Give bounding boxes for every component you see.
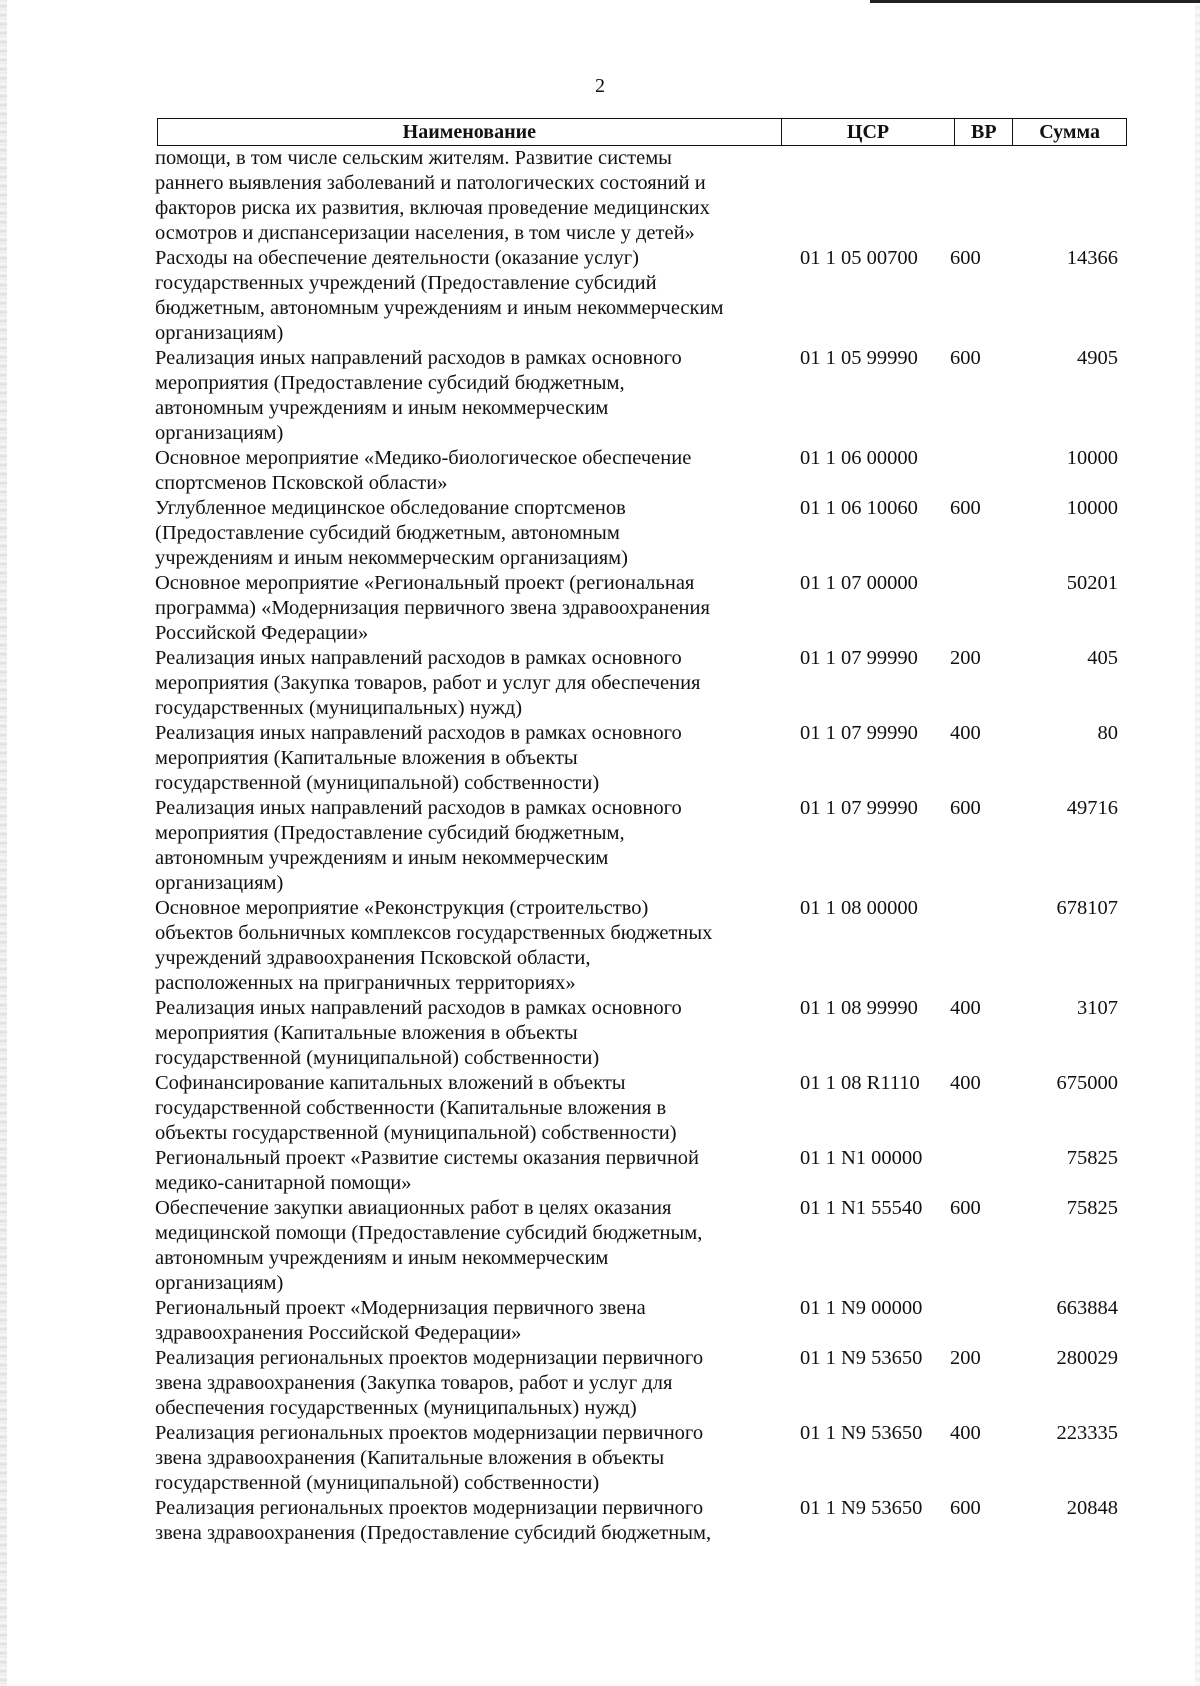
row-name-line: государственной (муниципальной) собственности) bbox=[155, 772, 600, 794]
table-header bbox=[157, 118, 1127, 146]
row-name bbox=[155, 1496, 800, 1546]
table-row bbox=[155, 1196, 1125, 1296]
row-name bbox=[155, 646, 800, 721]
row-name-line: Региональный проект «Модернизация первичного звена bbox=[155, 1297, 646, 1319]
row-name-line: Основное мероприятие «Региональный проект (региональная bbox=[155, 572, 695, 594]
row-sum: 75825 bbox=[1066, 1197, 1118, 1219]
row-csr: 01 1 05 00700 bbox=[800, 247, 918, 269]
table-row bbox=[155, 1421, 1125, 1496]
table-row bbox=[155, 446, 1125, 496]
row-vr: 400 bbox=[950, 1422, 981, 1444]
table-row bbox=[155, 721, 1125, 796]
row-sum: 80 bbox=[1097, 722, 1118, 744]
row-vr: 600 bbox=[950, 497, 981, 519]
row-name-line: Российской Федерации» bbox=[155, 622, 369, 644]
row-name-line: звена здравоохранения (Капитальные вложения в объекты bbox=[155, 1447, 665, 1469]
row-name bbox=[155, 1196, 800, 1296]
page-number: 2 bbox=[595, 75, 605, 97]
row-sum: 675000 bbox=[1056, 1072, 1118, 1094]
table-row bbox=[155, 796, 1125, 896]
row-name-line: медико-санитарной помощи» bbox=[155, 1172, 412, 1194]
row-name-line: бюджетным, автономным учреждениям и иным некоммерческим bbox=[155, 297, 724, 319]
row-csr: 01 1 07 99990 bbox=[800, 647, 918, 669]
row-name-line: программа) «Модернизация первичного звена здравоохранения bbox=[155, 597, 710, 619]
row-csr: 01 1 N9 53650 bbox=[800, 1422, 923, 1444]
row-name bbox=[155, 146, 800, 246]
row-name-line: звена здравоохранения (Предоставление субсидий бюджетным, bbox=[155, 1522, 712, 1544]
row-sum: 14366 bbox=[1066, 247, 1118, 269]
row-csr: 01 1 N9 53650 bbox=[800, 1497, 923, 1519]
table-row bbox=[155, 246, 1125, 346]
row-name-line: учреждений здравоохранения Псковской области, bbox=[155, 947, 591, 969]
row-name bbox=[155, 996, 800, 1071]
row-name-line: мероприятия (Закупка товаров, работ и услуг для обеспечения bbox=[155, 672, 701, 694]
table-row bbox=[155, 1071, 1125, 1146]
row-name-line: учреждениям и иным некоммерческим организациям) bbox=[155, 547, 628, 569]
row-sum: 75825 bbox=[1066, 1147, 1118, 1169]
row-csr: 01 1 06 00000 bbox=[800, 447, 918, 469]
row-name-line: помощи, в том числе сельским жителям. Развитие системы bbox=[155, 147, 672, 169]
table-row bbox=[155, 1146, 1125, 1196]
row-name-line: Реализация иных направлений расходов в рамках основного bbox=[155, 347, 682, 369]
row-vr: 200 bbox=[950, 1347, 981, 1369]
row-name-line: здравоохранения Российской Федерации» bbox=[155, 1322, 522, 1344]
row-sum: 405 bbox=[1087, 647, 1118, 669]
row-sum: 10000 bbox=[1066, 447, 1118, 469]
table-row bbox=[155, 146, 1125, 246]
row-name-line: осмотров и диспансеризации населения, в том числе у детей» bbox=[155, 222, 695, 244]
row-name-line: мероприятия (Предоставление субсидий бюджетным, bbox=[155, 822, 625, 844]
table-body bbox=[155, 146, 1125, 1546]
scan-edge-right bbox=[1195, 0, 1200, 1686]
row-name-line: государственных учреждений (Предоставление субсидий bbox=[155, 272, 657, 294]
row-name-line: Обеспечение закупки авиационных работ в целях оказания bbox=[155, 1197, 672, 1219]
table-row bbox=[155, 346, 1125, 446]
row-name bbox=[155, 721, 800, 796]
row-name-line: Углубленное медицинское обследование спортсменов bbox=[155, 497, 626, 519]
row-sum: 49716 bbox=[1066, 797, 1118, 819]
row-name-line: Реализация региональных проектов модернизации первичного bbox=[155, 1347, 704, 1369]
header-vr: ВР bbox=[955, 119, 1013, 145]
row-sum: 3107 bbox=[1077, 997, 1118, 1019]
row-name bbox=[155, 346, 800, 446]
row-csr: 01 1 N1 55540 bbox=[800, 1197, 923, 1219]
row-csr: 01 1 07 99990 bbox=[800, 722, 918, 744]
row-name-line: мероприятия (Капитальные вложения в объекты bbox=[155, 747, 578, 769]
row-name-line: Реализация иных направлений расходов в рамках основного bbox=[155, 647, 682, 669]
scan-top-line bbox=[870, 0, 1200, 3]
row-sum: 663884 bbox=[1056, 1297, 1118, 1319]
row-name-line: Софинансирование капитальных вложений в объекты bbox=[155, 1072, 626, 1094]
row-name-line: Основное мероприятие «Медико-биологическое обеспечение bbox=[155, 447, 692, 469]
row-vr: 400 bbox=[950, 722, 981, 744]
row-name-line: раннего выявления заболеваний и патологических состояний и bbox=[155, 172, 706, 194]
table-row bbox=[155, 1496, 1125, 1546]
table-row bbox=[155, 1296, 1125, 1346]
row-name bbox=[155, 1346, 800, 1421]
row-name-line: государственной (муниципальной) собственности) bbox=[155, 1472, 600, 1494]
row-name-line: (Предоставление субсидий бюджетным, автономным bbox=[155, 522, 620, 544]
row-csr: 01 1 08 99990 bbox=[800, 997, 918, 1019]
row-name-line: спортсменов Псковской области» bbox=[155, 472, 448, 494]
table-row bbox=[155, 1346, 1125, 1421]
row-name-line: Реализация иных направлений расходов в рамках основного bbox=[155, 722, 682, 744]
row-sum: 50201 bbox=[1066, 572, 1118, 594]
row-sum: 10000 bbox=[1066, 497, 1118, 519]
row-name-line: организациям) bbox=[155, 872, 284, 894]
row-name bbox=[155, 446, 800, 496]
row-name bbox=[155, 896, 800, 996]
row-name-line: государственной (муниципальной) собственности) bbox=[155, 1047, 600, 1069]
row-name-line: государственных (муниципальных) нужд) bbox=[155, 697, 523, 719]
row-name-line: Расходы на обеспечение деятельности (оказание услуг) bbox=[155, 247, 639, 269]
row-vr: 600 bbox=[950, 797, 981, 819]
row-vr: 200 bbox=[950, 647, 981, 669]
row-csr: 01 1 08 R1110 bbox=[800, 1072, 920, 1094]
table-row bbox=[155, 646, 1125, 721]
row-name-line: Основное мероприятие «Реконструкция (строительство) bbox=[155, 897, 649, 919]
row-name-line: организациям) bbox=[155, 322, 284, 344]
row-name-line: обеспечения государственных (муниципальных) нужд) bbox=[155, 1397, 637, 1419]
row-name-line: автономным учреждениям и иным некоммерческим bbox=[155, 847, 609, 869]
row-name-line: организациям) bbox=[155, 1272, 284, 1294]
row-sum: 223335 bbox=[1056, 1422, 1118, 1444]
row-sum: 280029 bbox=[1056, 1347, 1118, 1369]
row-name bbox=[155, 571, 800, 646]
row-csr: 01 1 08 00000 bbox=[800, 897, 918, 919]
row-name-line: Реализация региональных проектов модернизации первичного bbox=[155, 1497, 704, 1519]
row-csr: 01 1 N9 53650 bbox=[800, 1347, 923, 1369]
header-sum: Сумма bbox=[1039, 121, 1100, 143]
row-name-line: расположенных на приграничных территориях» bbox=[155, 972, 576, 994]
row-vr: 600 bbox=[950, 247, 981, 269]
row-csr: 01 1 N1 00000 bbox=[800, 1147, 923, 1169]
row-name-line: государственной собственности (Капитальные вложения в bbox=[155, 1097, 667, 1119]
row-csr: 01 1 06 10060 bbox=[800, 497, 918, 519]
header-csr: ЦСР bbox=[782, 119, 956, 145]
row-name-line: Реализация региональных проектов модернизации первичного bbox=[155, 1422, 704, 1444]
row-vr: 600 bbox=[950, 1497, 981, 1519]
row-vr: 400 bbox=[950, 1072, 981, 1094]
table-row bbox=[155, 996, 1125, 1071]
row-name-line: факторов риска их развития, включая проведение медицинских bbox=[155, 197, 710, 219]
row-sum: 678107 bbox=[1056, 897, 1118, 919]
scan-edge-left bbox=[0, 0, 7, 1686]
row-vr: 600 bbox=[950, 347, 981, 369]
row-name bbox=[155, 1146, 800, 1196]
row-name-line: звена здравоохранения (Закупка товаров, работ и услуг для bbox=[155, 1372, 673, 1394]
row-sum: 20848 bbox=[1066, 1497, 1118, 1519]
row-name-line: мероприятия (Капитальные вложения в объекты bbox=[155, 1022, 578, 1044]
row-csr: 01 1 07 99990 bbox=[800, 797, 918, 819]
row-vr: 600 bbox=[950, 1197, 981, 1219]
row-name-line: объекты государственной (муниципальной) собственности) bbox=[155, 1122, 677, 1144]
row-name-line: медицинской помощи (Предоставление субсидий бюджетным, bbox=[155, 1222, 703, 1244]
row-name-line: Реализация иных направлений расходов в рамках основного bbox=[155, 797, 682, 819]
row-name bbox=[155, 1421, 800, 1496]
row-name-line: мероприятия (Предоставление субсидий бюджетным, bbox=[155, 372, 625, 394]
row-sum: 4905 bbox=[1077, 347, 1118, 369]
row-name-line: объектов больничных комплексов государственных бюджетных bbox=[155, 922, 713, 944]
table-row bbox=[155, 571, 1125, 646]
row-name bbox=[155, 796, 800, 896]
row-name bbox=[155, 1071, 800, 1146]
row-name-line: Региональный проект «Развитие системы оказания первичной bbox=[155, 1147, 700, 1169]
row-name bbox=[155, 496, 800, 571]
row-csr: 01 1 05 99990 bbox=[800, 347, 918, 369]
row-csr: 01 1 07 00000 bbox=[800, 572, 918, 594]
row-name-line: автономным учреждениям и иным некоммерческим bbox=[155, 1247, 609, 1269]
row-name-line: организациям) bbox=[155, 422, 284, 444]
row-name bbox=[155, 1296, 800, 1346]
row-name bbox=[155, 246, 800, 346]
table-row bbox=[155, 496, 1125, 571]
row-vr: 400 bbox=[950, 997, 981, 1019]
table-row bbox=[155, 896, 1125, 996]
row-name-line: автономным учреждениям и иным некоммерческим bbox=[155, 397, 609, 419]
row-csr: 01 1 N9 00000 bbox=[800, 1297, 923, 1319]
row-name-line: Реализация иных направлений расходов в рамках основного bbox=[155, 997, 682, 1019]
header-name: Наименование bbox=[158, 119, 782, 145]
